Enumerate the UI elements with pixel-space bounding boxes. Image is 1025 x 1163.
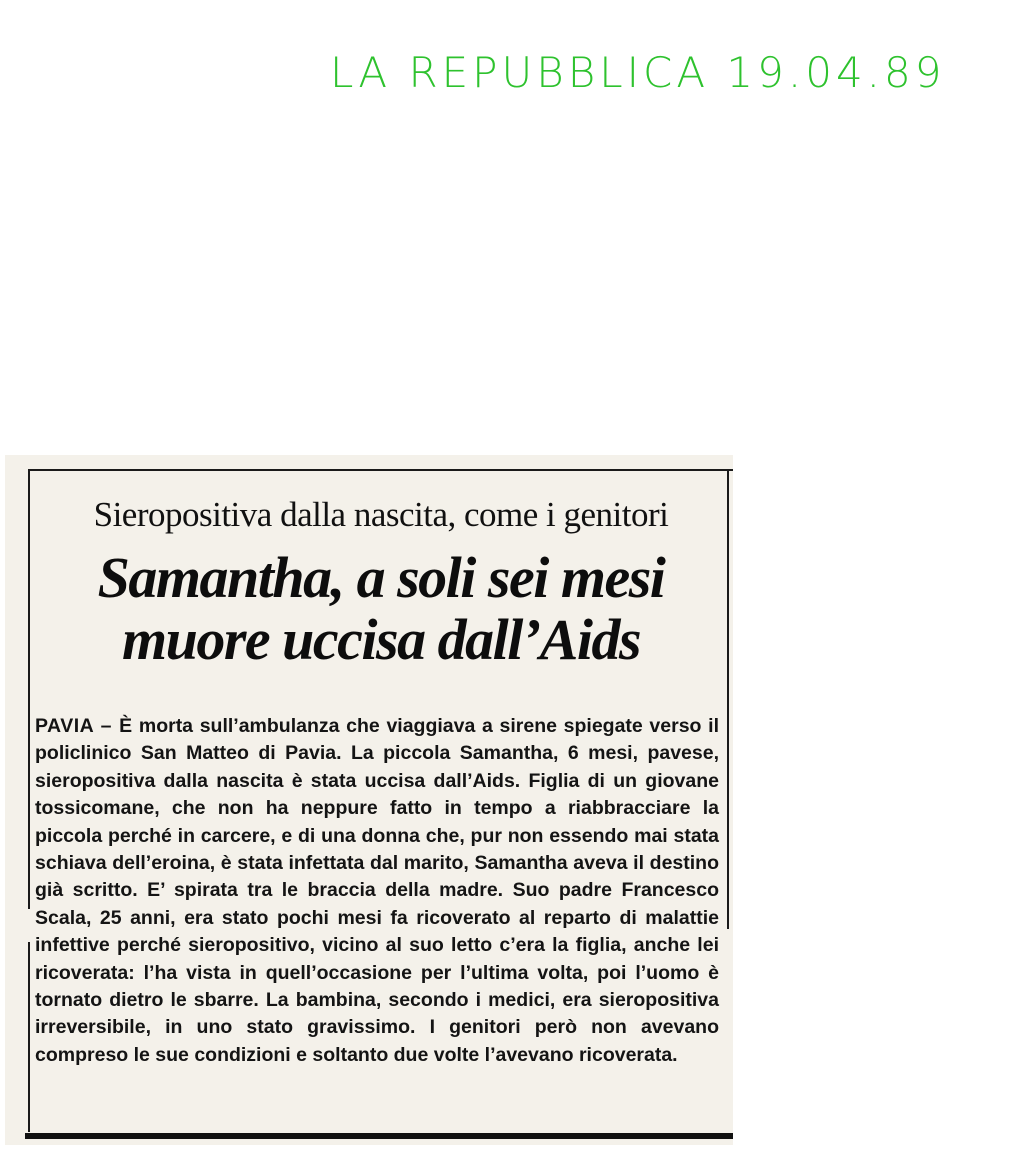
article-overline: Sieropositiva dalla nascita, come i genitori [93,495,669,534]
article-headline [29,547,733,671]
frame-rule-top [29,469,733,471]
frame-rule-bottom [25,1133,733,1139]
article-body [35,713,719,1069]
frame-rule-left-lower [28,942,30,1132]
newspaper-clipping [5,455,733,1145]
frame-rule-left [28,469,30,909]
article-dateline: PAVIA – [35,715,120,737]
headline-line-2: muore uccisa dall’Aids [121,607,641,672]
handwritten-source-note: LA REPUBBLICA 19.04.89 [330,48,946,97]
frame-rule-right [727,469,729,929]
article-body-text: È morta sull’ambulanza che viaggiava a sirene spiegate verso il policlinico San Matteo di Pavia. La piccola Samantha, 6 mesi, pavese, sieropositiva dalla nascita è stata uccisa dall’Aids. Figlia di un giovane tossicomane, che non ha neppure fatto in tempo a riabbracciare la piccola perché in carcere, e di una donna che, pur non essendo mai stata schiava dell’eroina, è stata infettata dal marito, Samantha aveva il destino già scritto. E’ spirata tra le braccia della madre. Suo padre Francesco Scala, 25 anni, era stato pochi mesi fa ricoverato al reparto di malattie infettive perché sieropositivo, vicino al suo letto c’era la figlia, anche lei ricoverata: l’ha vista in quell’occasione per l’ultima volta, poi l’uomo è tornato dietro le sbarre. La bambina, secondo i medici, era sieropositiva irreversibile, in uno stato gravissimo. I genitori però non avevano compreso le sue condizioni e soltanto due volte l’avevano ricoverata. [35,715,719,1066]
headline-line-1: Samantha, a soli sei mesi [97,545,665,610]
